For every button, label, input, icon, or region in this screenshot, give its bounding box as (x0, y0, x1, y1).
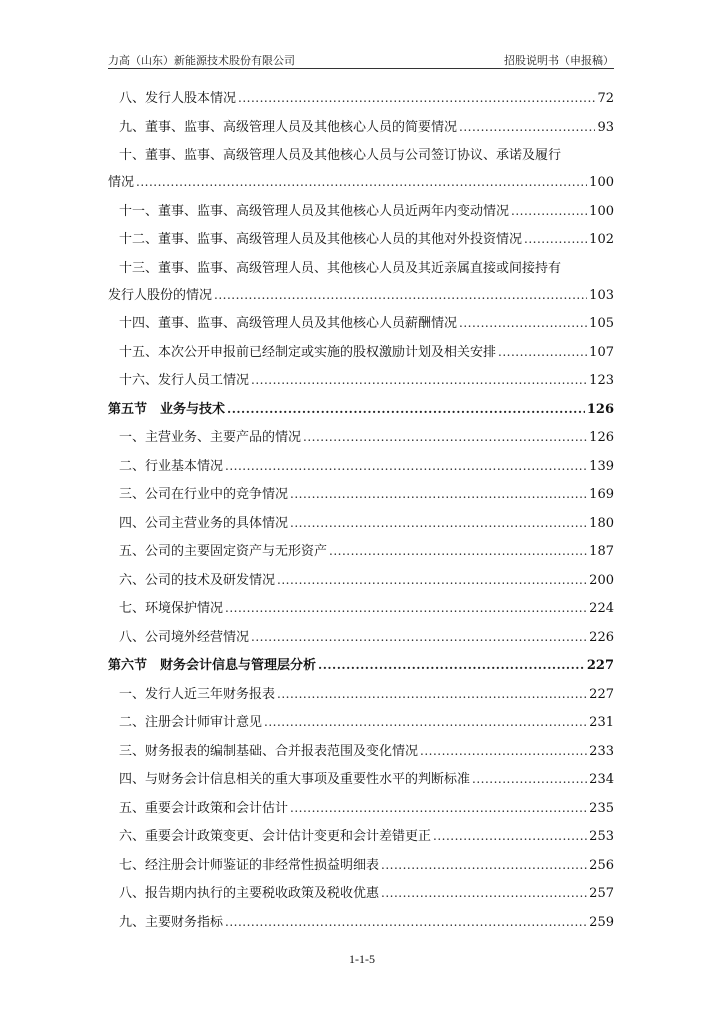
dot-leader (214, 283, 587, 309)
dot-leader (472, 767, 587, 793)
toc-entry[interactable] (108, 682, 614, 709)
document-title: 招股说明书（申报稿） (504, 54, 614, 67)
dot-leader (264, 710, 587, 736)
dot-leader (420, 739, 587, 765)
toc-entry[interactable] (108, 767, 614, 794)
toc-page-number: 224 (589, 601, 614, 616)
toc-entry[interactable] (108, 454, 614, 481)
dot-leader (318, 653, 585, 679)
toc-entry[interactable] (108, 881, 614, 908)
toc-entry-title: 七、经注册会计师鉴证的非经常性损益明细表 (119, 857, 380, 873)
toc-page-number: 100 (589, 203, 614, 219)
toc-entry-title: 六、重要会计政策变更、会计估计变更和会计差错更正 (119, 829, 432, 844)
toc-entry-title-continued: 发行人股份的情况 (108, 287, 213, 303)
toc-page-number: 105 (589, 316, 614, 331)
toc-entry-title-continued: 情况 (108, 175, 135, 190)
toc-page-number: 180 (589, 515, 614, 531)
toc-page-number: 126 (589, 430, 614, 445)
toc-entry-title: 四、与财务会计信息相关的重大事项及重要性水平的判断标准 (119, 772, 471, 787)
toc-page-number: 257 (589, 886, 614, 901)
toc-section-heading[interactable] (108, 653, 614, 680)
page-number: 1-1-5 (349, 952, 375, 966)
toc-page-number: 100 (589, 175, 614, 190)
dot-leader (225, 454, 587, 480)
toc-entry[interactable] (108, 143, 614, 197)
toc-entry-title: 八、报告期内执行的主要税收政策及税收优惠 (119, 886, 380, 901)
toc-entry-title: 三、财务报表的编制基础、合并报表范围及变化情况 (119, 743, 419, 759)
dot-leader (227, 397, 585, 423)
toc-entry[interactable] (108, 86, 614, 113)
toc-page-number: 72 (597, 91, 614, 106)
toc-page-number: 123 (589, 373, 614, 388)
toc-page-number: 187 (589, 544, 614, 559)
toc-page-number: 107 (589, 344, 614, 360)
toc-page-number: 126 (586, 401, 614, 417)
toc-entry-title: 十二、董事、监事、高级管理人员及其他核心人员的其他对外投资情况 (119, 232, 523, 247)
toc-page-number: 253 (589, 829, 614, 844)
toc-entry[interactable] (108, 539, 614, 566)
toc-entry-title: 一、主营业务、主要产品的情况 (119, 430, 302, 445)
dot-leader (277, 568, 587, 594)
dot-leader (225, 596, 587, 622)
company-name: 力高（山东）新能源技术股份有限公司 (108, 54, 295, 67)
dot-leader (459, 311, 587, 337)
toc-entry-title: 七、环境保护情况 (119, 601, 224, 616)
toc-page-number: 139 (589, 458, 614, 474)
toc-entry-title: 六、公司的技术及研发情况 (119, 572, 276, 588)
toc-entry-title: 十四、董事、监事、高级管理人员及其他核心人员薪酬情况 (119, 316, 458, 331)
toc-page-number: 231 (589, 715, 614, 730)
dot-leader (498, 340, 587, 366)
toc-page-number: 169 (589, 487, 614, 502)
toc-entry[interactable] (108, 568, 614, 595)
dot-leader (290, 796, 587, 822)
toc-page-number: 93 (597, 119, 614, 135)
dot-leader (524, 227, 587, 253)
toc-entry-title: 一、发行人近三年财务报表 (119, 686, 276, 702)
toc-entry-title: 三、公司在行业中的竞争情况 (119, 487, 289, 502)
toc-page-number: 102 (589, 232, 614, 247)
toc-entry[interactable] (108, 115, 614, 142)
toc-entry-title: 第六节 财务会计信息与管理层分析 (108, 658, 317, 673)
dot-leader (511, 199, 587, 225)
dot-leader (381, 881, 587, 907)
dot-leader (290, 511, 587, 537)
dot-leader (251, 625, 587, 651)
toc-entry[interactable] (108, 227, 614, 254)
toc-entry-title: 十三、董事、监事、高级管理人员、其他核心人员及其近亲属直接或间接持有 (119, 260, 562, 276)
page-header (108, 50, 614, 69)
toc-entry-title: 十五、本次公开申报前已经制定或实施的股权激励计划及相关安排 (119, 344, 497, 360)
toc-entry-title: 五、公司的主要固定资产与无形资产 (119, 544, 328, 559)
toc-entry[interactable] (108, 710, 614, 737)
dot-leader (277, 682, 587, 708)
toc-entry-title: 二、注册会计师审计意见 (119, 715, 263, 730)
toc-entry-title: 八、发行人股本情况 (119, 91, 237, 106)
toc-entry[interactable] (108, 910, 614, 937)
toc-page-number: 227 (586, 658, 614, 673)
toc-entry[interactable] (108, 511, 614, 538)
toc-entry-title: 五、重要会计政策和会计估计 (119, 800, 289, 816)
dot-leader (290, 482, 587, 508)
toc-entry[interactable] (108, 311, 614, 338)
dot-leader (381, 853, 587, 879)
toc-entry-title: 九、主要财务指标 (119, 914, 224, 930)
toc-entry[interactable] (108, 340, 614, 367)
toc-entry[interactable] (108, 796, 614, 823)
toc-entry-title: 四、公司主营业务的具体情况 (119, 515, 289, 531)
toc-entry-title: 九、董事、监事、高级管理人员及其他核心人员的简要情况 (119, 119, 458, 135)
toc-page-number: 234 (589, 772, 614, 787)
dot-leader (303, 425, 587, 451)
toc-page-number: 200 (589, 572, 614, 588)
toc-page-number: 256 (589, 857, 614, 873)
dot-leader (136, 170, 587, 196)
dot-leader (459, 115, 595, 141)
dot-leader (329, 539, 587, 565)
toc-entry-title: 八、公司境外经营情况 (119, 629, 250, 645)
toc-section-heading[interactable] (108, 397, 614, 424)
toc-entry-title: 十、董事、监事、高级管理人员及其他核心人员与公司签订协议、承诺及履行 (119, 148, 562, 163)
toc-entry[interactable] (108, 625, 614, 652)
dot-leader (238, 86, 595, 112)
toc-entry[interactable] (108, 199, 614, 226)
toc-page-number: 233 (589, 743, 614, 759)
dot-leader (251, 368, 587, 394)
toc-entry[interactable] (108, 425, 614, 452)
table-of-contents (108, 86, 614, 938)
toc-entry[interactable] (108, 824, 614, 851)
toc-page-number: 103 (589, 287, 614, 303)
toc-entry-title: 二、行业基本情况 (119, 458, 224, 474)
dot-leader (225, 910, 587, 936)
dot-leader (433, 824, 587, 850)
toc-entry[interactable] (108, 482, 614, 509)
toc-entry-title: 十六、发行人员工情况 (119, 373, 250, 388)
toc-page-number: 226 (589, 629, 614, 645)
toc-entry[interactable] (108, 739, 614, 766)
toc-page-number: 259 (589, 914, 614, 930)
toc-page-number: 227 (589, 686, 614, 702)
toc-entry[interactable] (108, 368, 614, 395)
toc-entry[interactable] (108, 853, 614, 880)
toc-page-number: 235 (589, 800, 614, 816)
toc-entry[interactable] (108, 256, 614, 310)
toc-entry-title: 十一、董事、监事、高级管理人员及其他核心人员近两年内变动情况 (119, 203, 510, 219)
toc-entry[interactable] (108, 596, 614, 623)
toc-entry-title: 第五节 业务与技术 (108, 401, 226, 417)
